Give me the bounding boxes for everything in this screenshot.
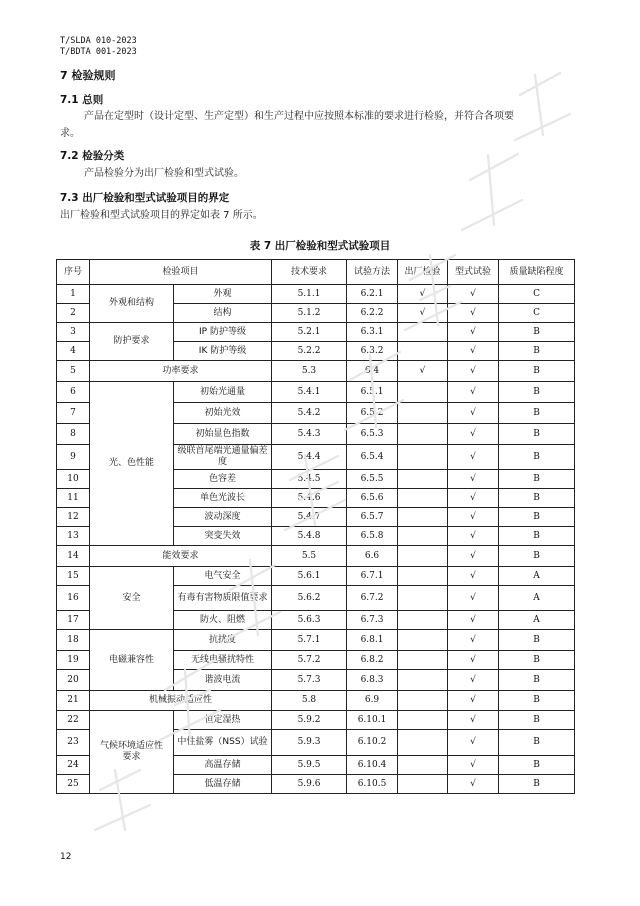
row-number: 15 bbox=[57, 567, 90, 586]
header-no: 序号 bbox=[57, 260, 90, 285]
header-item: 检验项目 bbox=[90, 260, 272, 285]
row-defect-grade: B bbox=[499, 382, 575, 403]
row-defect-grade: B bbox=[499, 630, 575, 651]
row-factory-check bbox=[398, 756, 448, 775]
row-factory-check bbox=[398, 546, 448, 567]
table-row bbox=[57, 382, 575, 403]
row-method: 6.6 bbox=[347, 546, 398, 567]
row-factory-check bbox=[398, 527, 448, 546]
row-number: 5 bbox=[57, 361, 90, 382]
row-item: IK 防护等级 bbox=[174, 342, 272, 361]
row-item: 能效要求 bbox=[90, 546, 272, 567]
row-requirement: 5.4.4 bbox=[272, 445, 347, 470]
row-method: 6.7.3 bbox=[347, 611, 398, 630]
row-number: 19 bbox=[57, 651, 90, 670]
row-defect-grade: B bbox=[499, 323, 575, 342]
table-row bbox=[57, 630, 575, 651]
row-number: 16 bbox=[57, 586, 90, 611]
row-item: 色容差 bbox=[174, 470, 272, 489]
row-method: 6.4 bbox=[347, 361, 398, 382]
row-requirement: 5.4.5 bbox=[272, 470, 347, 489]
row-type-test-check: √ bbox=[448, 403, 499, 424]
row-requirement: 5.2.2 bbox=[272, 342, 347, 361]
row-item: 级联首尾端光通量偏差度 bbox=[174, 445, 272, 470]
row-number: 24 bbox=[57, 756, 90, 775]
row-factory-check bbox=[398, 489, 448, 508]
row-type-test-check: √ bbox=[448, 670, 499, 691]
row-defect-grade: B bbox=[499, 527, 575, 546]
row-factory-check bbox=[398, 323, 448, 342]
category-emc: 电磁兼容性 bbox=[90, 630, 174, 691]
row-factory-check: √ bbox=[398, 285, 448, 304]
header-requirement: 技术要求 bbox=[272, 260, 347, 285]
row-requirement: 5.2.1 bbox=[272, 323, 347, 342]
row-item: 低温存储 bbox=[174, 775, 272, 794]
table-row bbox=[57, 567, 575, 586]
row-item: 抗扰度 bbox=[174, 630, 272, 651]
row-defect-grade: B bbox=[499, 424, 575, 445]
row-factory-check: √ bbox=[398, 304, 448, 323]
row-defect-grade: B bbox=[499, 691, 575, 711]
row-factory-check bbox=[398, 670, 448, 691]
row-item: 初始显色指数 bbox=[174, 424, 272, 445]
row-method: 6.8.3 bbox=[347, 670, 398, 691]
row-item: 功率要求 bbox=[90, 361, 272, 382]
row-method: 6.10.2 bbox=[347, 730, 398, 756]
row-factory-check bbox=[398, 424, 448, 445]
section-7-1-text-line1: 产品在定型时（设计定型、生产定型）和生产过程中应按照本标准的要求进行检验，并符合各项要 bbox=[84, 111, 514, 122]
row-factory-check bbox=[398, 691, 448, 711]
header-type-test: 型式试验 bbox=[448, 260, 499, 285]
row-number: 14 bbox=[57, 546, 90, 567]
row-number: 1 bbox=[57, 285, 90, 304]
row-type-test-check: √ bbox=[448, 470, 499, 489]
row-type-test-check: √ bbox=[448, 508, 499, 527]
row-factory-check bbox=[398, 342, 448, 361]
section-7-3-heading: 7.3 出厂检验和型式试验项目的界定 bbox=[60, 192, 230, 204]
row-item: 单色光波长 bbox=[174, 489, 272, 508]
row-factory-check bbox=[398, 567, 448, 586]
table-row bbox=[57, 323, 575, 342]
row-number: 22 bbox=[57, 711, 90, 730]
row-number: 2 bbox=[57, 304, 90, 323]
row-requirement: 5.6.3 bbox=[272, 611, 347, 630]
row-type-test-check: √ bbox=[448, 527, 499, 546]
section-7-1-heading: 7.1 总则 bbox=[60, 94, 104, 106]
table-header-row bbox=[57, 260, 575, 285]
row-defect-grade: B bbox=[499, 361, 575, 382]
row-type-test-check: √ bbox=[448, 546, 499, 567]
row-method: 6.5.5 bbox=[347, 470, 398, 489]
row-factory-check bbox=[398, 586, 448, 611]
row-factory-check bbox=[398, 651, 448, 670]
row-requirement: 5.4.8 bbox=[272, 527, 347, 546]
row-defect-grade: B bbox=[499, 756, 575, 775]
row-requirement: 5.3 bbox=[272, 361, 347, 382]
row-factory-check bbox=[398, 470, 448, 489]
header-defect-grade: 质量缺陷程度 bbox=[499, 260, 575, 285]
row-type-test-check: √ bbox=[448, 730, 499, 756]
row-requirement: 5.5 bbox=[272, 546, 347, 567]
row-factory-check bbox=[398, 445, 448, 470]
row-factory-check bbox=[398, 711, 448, 730]
table-caption: 表 7 出厂检验和型式试验项目 bbox=[249, 240, 391, 252]
row-method: 6.5.2 bbox=[347, 403, 398, 424]
row-method: 6.7.2 bbox=[347, 586, 398, 611]
row-number: 3 bbox=[57, 323, 90, 342]
row-requirement: 5.4.2 bbox=[272, 403, 347, 424]
header-method: 试验方法 bbox=[347, 260, 398, 285]
category-climate: 气候环境适应性要求 bbox=[90, 711, 174, 794]
row-requirement: 5.9.6 bbox=[272, 775, 347, 794]
row-factory-check bbox=[398, 611, 448, 630]
row-type-test-check: √ bbox=[448, 567, 499, 586]
category-optical: 光、色性能 bbox=[90, 382, 174, 546]
row-requirement: 5.7.2 bbox=[272, 651, 347, 670]
row-requirement: 5.1.1 bbox=[272, 285, 347, 304]
table-row bbox=[57, 361, 575, 382]
row-item: 突变失效 bbox=[174, 527, 272, 546]
row-factory-check bbox=[398, 630, 448, 651]
row-number: 12 bbox=[57, 508, 90, 527]
row-requirement: 5.6.1 bbox=[272, 567, 347, 586]
row-requirement: 5.9.3 bbox=[272, 730, 347, 756]
row-number: 10 bbox=[57, 470, 90, 489]
section-7-2-heading: 7.2 检验分类 bbox=[60, 150, 125, 162]
table-row bbox=[57, 711, 575, 730]
row-factory-check bbox=[398, 508, 448, 527]
row-item: 恒定湿热 bbox=[174, 711, 272, 730]
category-safety: 安全 bbox=[90, 567, 174, 630]
section-7-1-text-line2: 求。 bbox=[60, 128, 80, 139]
row-number: 7 bbox=[57, 403, 90, 424]
row-item: 电气安全 bbox=[174, 567, 272, 586]
row-type-test-check: √ bbox=[448, 285, 499, 304]
row-defect-grade: B bbox=[499, 670, 575, 691]
row-item: 结构 bbox=[174, 304, 272, 323]
row-defect-grade: A bbox=[499, 586, 575, 611]
table-row bbox=[57, 285, 575, 304]
row-requirement: 5.8 bbox=[272, 691, 347, 711]
category-appearance: 外观和结构 bbox=[90, 285, 174, 323]
row-defect-grade: B bbox=[499, 546, 575, 567]
row-method: 6.5.6 bbox=[347, 489, 398, 508]
row-number: 18 bbox=[57, 630, 90, 651]
row-number: 23 bbox=[57, 730, 90, 756]
row-defect-grade: B bbox=[499, 470, 575, 489]
row-defect-grade: A bbox=[499, 611, 575, 630]
row-number: 11 bbox=[57, 489, 90, 508]
row-factory-check bbox=[398, 403, 448, 424]
row-type-test-check: √ bbox=[448, 445, 499, 470]
row-method: 6.7.1 bbox=[347, 567, 398, 586]
section-title: 7 检验规则 bbox=[60, 69, 116, 82]
row-requirement: 5.9.5 bbox=[272, 756, 347, 775]
row-type-test-check: √ bbox=[448, 611, 499, 630]
row-item: 中性盐雾（NSS）试验 bbox=[174, 730, 272, 756]
row-method: 6.5.7 bbox=[347, 508, 398, 527]
row-number: 20 bbox=[57, 670, 90, 691]
row-factory-check bbox=[398, 382, 448, 403]
row-requirement: 5.7.3 bbox=[272, 670, 347, 691]
row-method: 6.2.1 bbox=[347, 285, 398, 304]
row-item: 无线电骚扰特性 bbox=[174, 651, 272, 670]
standard-number-2: T/BDTA 001-2023 bbox=[60, 47, 137, 57]
section-7-2-text: 产品检验分为出厂检验和型式试验。 bbox=[84, 168, 244, 179]
row-number: 17 bbox=[57, 611, 90, 630]
row-type-test-check: √ bbox=[448, 361, 499, 382]
row-item: 初始光效 bbox=[174, 403, 272, 424]
row-defect-grade: A bbox=[499, 567, 575, 586]
row-defect-grade: B bbox=[499, 403, 575, 424]
row-item: 外观 bbox=[174, 285, 272, 304]
page-number: 12 bbox=[60, 852, 72, 862]
row-number: 8 bbox=[57, 424, 90, 445]
row-method: 6.5.1 bbox=[347, 382, 398, 403]
row-method: 6.5.4 bbox=[347, 445, 398, 470]
row-requirement: 5.1.2 bbox=[272, 304, 347, 323]
row-item: 谐波电流 bbox=[174, 670, 272, 691]
row-defect-grade: B bbox=[499, 651, 575, 670]
row-requirement: 5.4.7 bbox=[272, 508, 347, 527]
row-type-test-check: √ bbox=[448, 342, 499, 361]
table-row bbox=[57, 546, 575, 567]
row-type-test-check: √ bbox=[448, 586, 499, 611]
section-7-3-text: 出厂检验和型式试验项目的界定如表 7 所示。 bbox=[60, 210, 263, 221]
row-type-test-check: √ bbox=[448, 424, 499, 445]
row-item: 机械振动适应性 bbox=[90, 691, 272, 711]
row-type-test-check: √ bbox=[448, 489, 499, 508]
row-defect-grade: C bbox=[499, 304, 575, 323]
row-requirement: 5.6.2 bbox=[272, 586, 347, 611]
row-defect-grade: B bbox=[499, 775, 575, 794]
row-type-test-check: √ bbox=[448, 323, 499, 342]
row-type-test-check: √ bbox=[448, 691, 499, 711]
row-type-test-check: √ bbox=[448, 630, 499, 651]
row-factory-check: √ bbox=[398, 361, 448, 382]
header-factory: 出厂检验 bbox=[398, 260, 448, 285]
row-type-test-check: √ bbox=[448, 756, 499, 775]
row-number: 6 bbox=[57, 382, 90, 403]
row-number: 21 bbox=[57, 691, 90, 711]
row-method: 6.3.2 bbox=[347, 342, 398, 361]
row-number: 9 bbox=[57, 445, 90, 470]
row-method: 6.8.2 bbox=[347, 651, 398, 670]
row-type-test-check: √ bbox=[448, 382, 499, 403]
row-defect-grade: B bbox=[499, 711, 575, 730]
row-method: 6.5.8 bbox=[347, 527, 398, 546]
row-factory-check bbox=[398, 730, 448, 756]
table-body bbox=[57, 285, 575, 794]
table-row bbox=[57, 691, 575, 711]
row-defect-grade: C bbox=[499, 285, 575, 304]
row-item: 有毒有害物质限值要求 bbox=[174, 586, 272, 611]
inspection-table bbox=[56, 259, 575, 794]
standard-number-1: T/SLDA 010-2023 bbox=[60, 36, 137, 46]
row-method: 6.10.4 bbox=[347, 756, 398, 775]
row-number: 13 bbox=[57, 527, 90, 546]
row-item: 初始光通量 bbox=[174, 382, 272, 403]
row-number: 4 bbox=[57, 342, 90, 361]
row-defect-grade: B bbox=[499, 445, 575, 470]
row-requirement: 5.4.3 bbox=[272, 424, 347, 445]
row-factory-check bbox=[398, 775, 448, 794]
row-item: 波动深度 bbox=[174, 508, 272, 527]
row-defect-grade: B bbox=[499, 489, 575, 508]
row-type-test-check: √ bbox=[448, 711, 499, 730]
row-requirement: 5.4.6 bbox=[272, 489, 347, 508]
row-type-test-check: √ bbox=[448, 775, 499, 794]
row-method: 6.10.5 bbox=[347, 775, 398, 794]
row-method: 6.5.3 bbox=[347, 424, 398, 445]
row-defect-grade: B bbox=[499, 730, 575, 756]
row-method: 6.2.2 bbox=[347, 304, 398, 323]
row-type-test-check: √ bbox=[448, 651, 499, 670]
row-method: 6.9 bbox=[347, 691, 398, 711]
row-requirement: 5.4.1 bbox=[272, 382, 347, 403]
row-item: 高温存储 bbox=[174, 756, 272, 775]
category-protection: 防护要求 bbox=[90, 323, 174, 361]
row-number: 25 bbox=[57, 775, 90, 794]
row-item: IP 防护等级 bbox=[174, 323, 272, 342]
row-item: 防火、阻燃 bbox=[174, 611, 272, 630]
row-requirement: 5.9.2 bbox=[272, 711, 347, 730]
row-defect-grade: B bbox=[499, 342, 575, 361]
row-defect-grade: B bbox=[499, 508, 575, 527]
row-requirement: 5.7.1 bbox=[272, 630, 347, 651]
row-method: 6.10.1 bbox=[347, 711, 398, 730]
row-type-test-check: √ bbox=[448, 304, 499, 323]
row-method: 6.8.1 bbox=[347, 630, 398, 651]
row-method: 6.3.1 bbox=[347, 323, 398, 342]
